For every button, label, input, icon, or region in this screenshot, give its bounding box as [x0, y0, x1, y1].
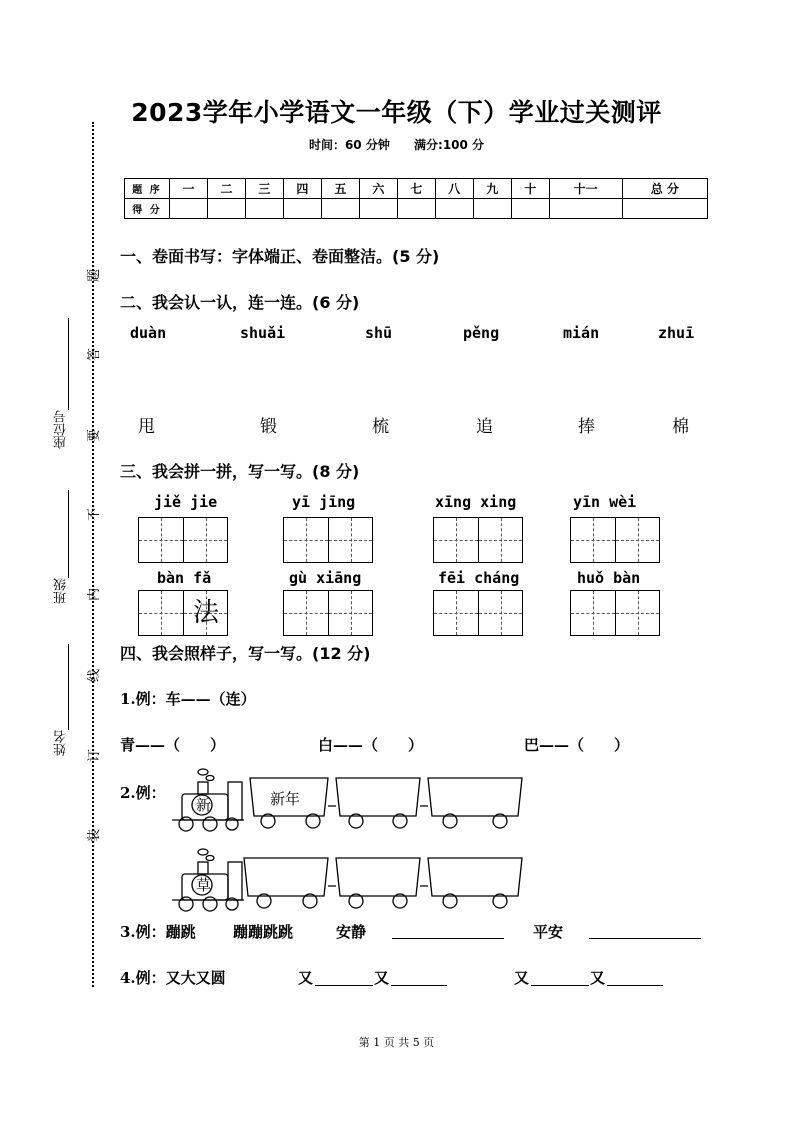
q3-word-2: 平安: [533, 923, 564, 941]
hanzi-item: 锻: [260, 417, 277, 437]
tianzige-cell[interactable]: [328, 518, 372, 562]
sample-character: 法: [192, 598, 219, 628]
q3-label: 3.例：蹦跳: [120, 923, 196, 941]
q2-label: 2.例：: [120, 784, 166, 802]
col-header: 七: [397, 179, 435, 199]
pinyin-item: mián: [563, 324, 600, 342]
col-header: 八: [435, 179, 473, 199]
pinyin-item: shū: [365, 324, 393, 342]
tianzige-box[interactable]: [283, 590, 373, 636]
score-cell[interactable]: [397, 199, 435, 219]
tianzige-cell[interactable]: [571, 518, 615, 562]
q4-answer-2a[interactable]: [531, 970, 589, 986]
tianzige-cell[interactable]: [571, 591, 615, 635]
col-header: 一: [170, 179, 208, 199]
score-cell[interactable]: [549, 199, 622, 219]
score-cell[interactable]: [207, 199, 245, 219]
score-cell[interactable]: [435, 199, 473, 219]
hanzi-item: 棉: [672, 417, 689, 437]
q4-you-4: 又: [590, 969, 606, 987]
tianzige-cell[interactable]: [328, 591, 372, 635]
col-header: 十: [511, 179, 549, 199]
train-1-car-word: 新年: [270, 790, 301, 808]
pinyin-item: yīn wèi: [573, 493, 637, 511]
exam-info: [0, 136, 793, 153]
tianzige-cell[interactable]: [139, 591, 183, 635]
notice-char: 装: [87, 828, 103, 843]
hanzi-item: 梳: [372, 417, 389, 437]
name-field[interactable]: [68, 644, 69, 730]
tianzige-cell[interactable]: [434, 591, 478, 635]
tianzige-box[interactable]: [138, 517, 228, 563]
tianzige-box[interactable]: [433, 590, 523, 636]
pinyin-item: huǒ bàn: [577, 569, 641, 587]
train-2-illustration: [168, 846, 528, 914]
hanzi-item: 捧: [578, 417, 595, 437]
row-label-order: 题 序: [125, 179, 170, 199]
train-2-engine-char: 草: [196, 876, 212, 894]
col-header: 二: [207, 179, 245, 199]
score-cell[interactable]: [473, 199, 511, 219]
q4-label: 4.例：又大又圆: [120, 969, 226, 987]
train-1-illustration: [168, 766, 528, 834]
pinyin-item: pěng: [463, 324, 500, 342]
tianzige-box[interactable]: [570, 590, 660, 636]
q4-you-2: 又: [374, 969, 390, 987]
tianzige-box[interactable]: [138, 590, 228, 636]
q4-answer-1b[interactable]: [391, 970, 447, 986]
pinyin-item: duàn: [130, 324, 167, 342]
q3-example: 蹦蹦跳跳: [233, 923, 294, 941]
score-table: [124, 178, 708, 219]
section-2-title: 二、我会认一认，连一连。(6 分): [120, 293, 360, 312]
q3-answer-1[interactable]: [392, 924, 504, 939]
q4-you-1: 又: [298, 969, 314, 987]
section-1-title: 一、卷面书写：字体端正、卷面整洁。(5 分): [120, 247, 440, 266]
tianzige-box[interactable]: [283, 517, 373, 563]
col-header: 六: [359, 179, 397, 199]
q1-blank-ba[interactable]: 巴——（ ）: [524, 736, 630, 754]
pinyin-item: jiě jie: [154, 493, 218, 511]
seat-label: 座位号: [54, 410, 69, 449]
q3-word-1: 安静: [336, 923, 367, 941]
score-cell[interactable]: [359, 199, 397, 219]
q4-you-3: 又: [514, 969, 530, 987]
score-cell[interactable]: [622, 199, 707, 219]
row-label-score: 得 分: [125, 199, 170, 219]
tianzige-cell[interactable]: [478, 518, 522, 562]
pinyin-item: gù xiāng: [289, 569, 362, 587]
pinyin-item: xīng xing: [435, 493, 517, 511]
col-header: 三: [245, 179, 283, 199]
section-4-title: 四、我会照样子，写一写。(12 分): [120, 644, 371, 663]
name-label: 姓名: [54, 730, 69, 756]
pinyin-item: yī jīng: [292, 493, 356, 511]
binding-dotted-line: [92, 122, 94, 987]
hanzi-item: 追: [476, 417, 493, 437]
tianzige-cell[interactable]: [615, 518, 659, 562]
notice-char: 订: [87, 748, 103, 763]
pinyin-item: shuǎi: [240, 324, 286, 342]
tianzige-cell[interactable]: [183, 591, 227, 635]
tianzige-cell[interactable]: [478, 591, 522, 635]
q4-answer-1a[interactable]: [315, 970, 373, 986]
score-cell[interactable]: [245, 199, 283, 219]
train-1-engine-char: 新: [196, 796, 212, 814]
hanzi-item: 甩: [138, 417, 155, 437]
tianzige-cell[interactable]: [615, 591, 659, 635]
tianzige-cell[interactable]: [434, 518, 478, 562]
q1-blank-bai[interactable]: 白——（ ）: [318, 736, 424, 754]
page-title: 2023学年小学语文一年级（下）学业过关测评: [131, 98, 662, 127]
col-header: 九: [473, 179, 511, 199]
pinyin-item: zhuī: [658, 324, 695, 342]
score-cell[interactable]: [511, 199, 549, 219]
pinyin-item: bàn fǎ: [157, 569, 212, 587]
notice-char: 答: [87, 347, 103, 362]
tianzige-cell[interactable]: [139, 518, 183, 562]
col-header: 十一: [549, 179, 622, 199]
notice-char: 线: [87, 668, 103, 683]
q1-blank-qing[interactable]: 青——（ ）: [120, 736, 226, 754]
notice-char: 内: [87, 587, 103, 602]
tianzige-cell[interactable]: [183, 518, 227, 562]
page-number: 第 1 页 共 5 页: [358, 1036, 435, 1049]
score-cell[interactable]: [170, 199, 208, 219]
tianzige-box[interactable]: [433, 517, 523, 563]
q4-answer-2b[interactable]: [607, 970, 663, 986]
class-field[interactable]: [68, 490, 69, 578]
col-header: 四: [283, 179, 321, 199]
exam-full-score: 满分:100 分: [414, 138, 485, 152]
class-label: 班级: [54, 578, 69, 604]
tianzige-cell[interactable]: [284, 591, 328, 635]
notice-char: 不: [87, 507, 103, 522]
tianzige-box[interactable]: [570, 517, 660, 563]
q3-answer-2[interactable]: [589, 924, 701, 939]
score-cell[interactable]: [283, 199, 321, 219]
section-3-title: 三、我会拼一拼，写一写。(8 分): [120, 462, 360, 481]
seat-field[interactable]: [68, 318, 69, 410]
col-header: 总 分: [622, 179, 707, 199]
exam-time: 时间：60 分钟: [308, 138, 390, 152]
notice-char: 要: [87, 428, 103, 443]
score-cell[interactable]: [321, 199, 359, 219]
q1-example: 1.例：车——（连）: [120, 690, 256, 708]
col-header: 五: [321, 179, 359, 199]
notice-char: 题: [87, 268, 103, 283]
pinyin-item: fēi cháng: [438, 569, 520, 587]
tianzige-cell[interactable]: [284, 518, 328, 562]
